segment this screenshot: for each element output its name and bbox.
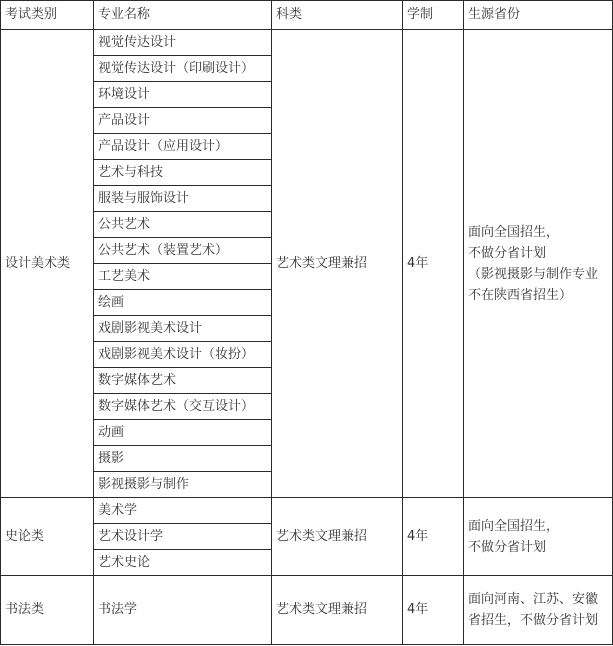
header-row bbox=[1, 1, 613, 30]
major-cell: 戏剧影视美术设计（妆扮） bbox=[94, 342, 272, 368]
major-cell: 绘画 bbox=[94, 290, 272, 316]
major-cell: 产品设计（应用设计） bbox=[94, 134, 272, 160]
header-province: 生源省份 bbox=[464, 1, 613, 30]
note-line: 不做分省计划 bbox=[468, 245, 547, 261]
subject-cell: 艺术类文理兼招 bbox=[272, 576, 403, 645]
major-cell: 艺术与科技 bbox=[94, 160, 272, 186]
major-cell: 公共艺术（装置艺术） bbox=[94, 238, 272, 264]
note-line: 面向全国招生， bbox=[468, 518, 560, 534]
major-cell: 艺术设计学 bbox=[94, 524, 272, 550]
duration-cell: 4年 bbox=[403, 30, 464, 498]
header-duration: 学制 bbox=[403, 1, 464, 30]
major-cell: 数字媒体艺术 bbox=[94, 368, 272, 394]
category-cell: 史论类 bbox=[1, 498, 94, 576]
major-cell: 工艺美术 bbox=[94, 264, 272, 290]
header-subject: 科类 bbox=[272, 1, 403, 30]
header-major: 专业名称 bbox=[94, 1, 272, 30]
category-cell: 书法类 bbox=[1, 576, 94, 645]
note-line: （影视摄影与制作专业不在陕西省招生） bbox=[468, 266, 599, 303]
major-cell: 视觉传达设计（印刷设计） bbox=[94, 56, 272, 82]
major-cell: 书法学 bbox=[94, 576, 272, 645]
major-cell: 影视摄影与制作 bbox=[94, 472, 272, 498]
province-note-cell bbox=[464, 30, 613, 498]
major-cell: 环境设计 bbox=[94, 82, 272, 108]
province-note-cell bbox=[464, 498, 613, 576]
major-cell: 艺术史论 bbox=[94, 550, 272, 576]
category-cell: 设计美术类 bbox=[1, 30, 94, 498]
table-row bbox=[1, 498, 613, 524]
table-row bbox=[1, 30, 613, 56]
major-cell: 视觉传达设计 bbox=[94, 30, 272, 56]
major-cell: 公共艺术 bbox=[94, 212, 272, 238]
note-line: 面向全国招生， bbox=[468, 224, 560, 240]
major-cell: 摄影 bbox=[94, 446, 272, 472]
subject-cell: 艺术类文理兼招 bbox=[272, 30, 403, 498]
subject-cell: 艺术类文理兼招 bbox=[272, 498, 403, 576]
note-line: 面向河南、江苏、安徽省招生，不做分省计划 bbox=[468, 592, 599, 628]
major-cell: 美术学 bbox=[94, 498, 272, 524]
table-row bbox=[1, 576, 613, 645]
province-note-cell bbox=[464, 576, 613, 645]
major-cell: 动画 bbox=[94, 420, 272, 446]
note-line: 不做分省计划 bbox=[468, 539, 547, 555]
major-cell: 产品设计 bbox=[94, 108, 272, 134]
header-category: 考试类别 bbox=[1, 1, 94, 30]
duration-cell: 4年 bbox=[403, 498, 464, 576]
major-cell: 数字媒体艺术（交互设计） bbox=[94, 394, 272, 420]
major-cell: 服装与服饰设计 bbox=[94, 186, 272, 212]
duration-cell: 4年 bbox=[403, 576, 464, 645]
major-cell: 戏剧影视美术设计 bbox=[94, 316, 272, 342]
